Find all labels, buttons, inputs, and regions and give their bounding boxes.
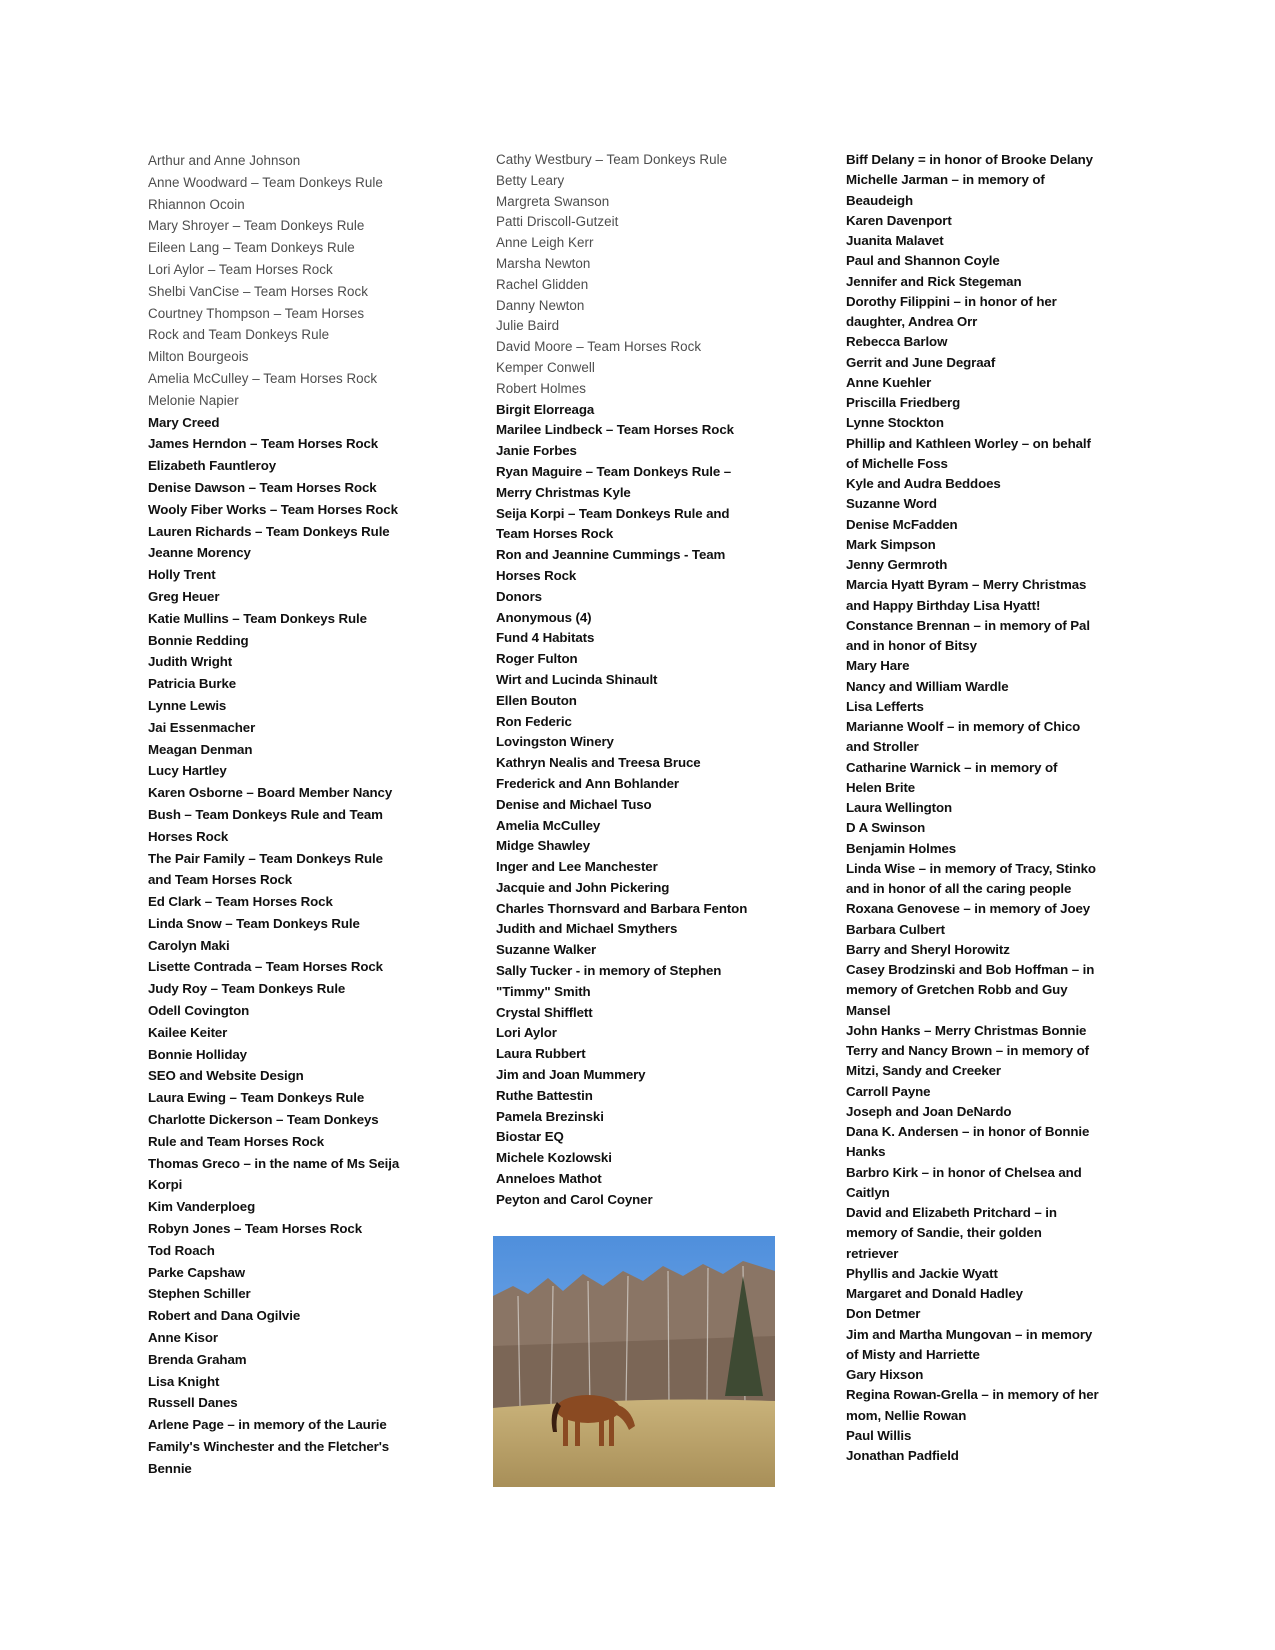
donor-entry: Laura Wellington xyxy=(846,800,953,815)
donor-entry: Anne Woodward – Team Donkeys Rule xyxy=(148,174,383,190)
donor-entry: Lovingston Winery xyxy=(496,734,614,750)
donor-entry: Ryan Maguire – Team Donkeys Rule – xyxy=(496,463,732,479)
donor-entry: Courtney Thompson – Team Horses xyxy=(148,305,365,321)
donor-entry: Anneloes Mathot xyxy=(496,1171,602,1187)
donor-entry: Judith Wright xyxy=(148,654,233,670)
donor-entry: Nancy and William Wardle xyxy=(846,678,1009,694)
donor-entry: Lynne Stockton xyxy=(846,415,944,431)
donor-entry: David and Elizabeth Pritchard – in xyxy=(846,1205,1057,1220)
donor-entry: SEO and Website Design xyxy=(148,1068,304,1084)
donor-entry: of Michelle Foss xyxy=(846,455,948,471)
donor-entry: Arthur and Anne Johnson xyxy=(148,153,301,168)
donor-entry: retriever xyxy=(846,1245,899,1261)
donor-entry: Casey Brodzinski and Bob Hoffman – in xyxy=(846,962,1095,977)
donor-entry: Amelia McCulley – Team Horses Rock xyxy=(148,370,378,386)
donor-entry: Denise McFadden xyxy=(846,516,958,532)
donor-entry: Seija Korpi – Team Donkeys Rule and xyxy=(496,505,730,521)
donor-entry: Birgit Elorreaga xyxy=(496,401,595,417)
donor-entry: Sally Tucker - in memory of Stephen xyxy=(496,963,722,979)
donor-entry: Kailee Keiter xyxy=(148,1024,228,1040)
donor-entry: Marilee Lindbeck – Team Horses Rock xyxy=(496,422,734,438)
donor-entry: Michelle Jarman – in memory of xyxy=(846,172,1045,188)
donor-entry: Regina Rowan-Grella – in memory of her xyxy=(846,1387,1099,1403)
donor-entry: Carroll Payne xyxy=(846,1083,931,1099)
donor-entry: and Team Horses Rock xyxy=(148,872,293,888)
donor-entry: Arlene Page – in memory of the Laurie xyxy=(148,1417,387,1433)
donor-column-3 xyxy=(846,150,1146,1466)
donor-entry: Judith and Michael Smythers xyxy=(496,921,678,937)
donor-entry: Jonathan Padfield xyxy=(846,1448,959,1463)
donor-entry: Jennifer and Rick Stegeman xyxy=(846,273,1022,289)
donor-entry: Karen Osborne – Board Member Nancy xyxy=(148,785,393,801)
donor-entry: Family's Winchester and the Fletcher's xyxy=(148,1439,390,1455)
donor-entry: Thomas Greco – in the name of Ms Seija xyxy=(148,1155,400,1171)
donor-entry: Margaret and Donald Hadley xyxy=(846,1286,1023,1301)
donor-entry: Priscilla Friedberg xyxy=(846,395,961,410)
donor-entry: Phillip and Kathleen Worley – on behalf xyxy=(846,435,1091,451)
donor-entry: Robyn Jones – Team Horses Rock xyxy=(148,1221,363,1237)
donor-entry: Wooly Fiber Works – Team Horses Rock xyxy=(148,501,398,517)
donor-entry: Terry and Nancy Brown – in memory of xyxy=(846,1043,1089,1058)
donor-entry: Stephen Schiller xyxy=(148,1286,251,1302)
donor-entry: Pamela Brezinski xyxy=(496,1108,604,1124)
donor-entry: Charlotte Dickerson – Team Donkeys xyxy=(148,1112,379,1128)
donor-entry: Michele Kozlowski xyxy=(496,1150,612,1166)
donor-entry: Bennie xyxy=(148,1460,192,1476)
donor-entry: Beaudeigh xyxy=(846,192,914,208)
donor-entry: Patricia Burke xyxy=(148,676,237,692)
donor-entry: The Pair Family – Team Donkeys Rule xyxy=(148,850,383,866)
donor-entry: Dana K. Andersen – in honor of Bonnie xyxy=(846,1124,1090,1139)
donor-entry: Horses Rock xyxy=(148,828,229,844)
donor-entry: Biostar EQ xyxy=(496,1129,564,1145)
donor-entry: Kim Vanderploeg xyxy=(148,1199,256,1215)
donor-entry: Ron and Jeannine Cummings - Team xyxy=(496,547,726,563)
donor-entry: Caitlyn xyxy=(846,1184,890,1200)
donor-entry: Mansel xyxy=(846,1002,891,1018)
donor-entry: Donors xyxy=(496,588,542,604)
donor-entry: Mitzi, Sandy and Creeker xyxy=(846,1063,1001,1079)
donor-entry: Anonymous (4) xyxy=(496,609,592,625)
donor-entry: Ruthe Battestin xyxy=(496,1087,593,1103)
donor-entry: Milton Bourgeois xyxy=(148,349,249,365)
donor-entry: Rachel Glidden xyxy=(496,276,589,292)
donor-entry: Katie Mullins – Team Donkeys Rule xyxy=(148,610,367,626)
donor-entry: Lisa Knight xyxy=(148,1373,220,1389)
donor-entry: Karen Davenport xyxy=(846,212,952,228)
donor-entry: Roger Fulton xyxy=(496,651,578,667)
donor-entry: Rhiannon Ocoin xyxy=(148,196,245,212)
donor-entry: Denise Dawson – Team Horses Rock xyxy=(148,479,377,495)
donor-entry: Constance Brennan – in memory of Pal xyxy=(846,617,1090,633)
horse-photo xyxy=(493,1236,775,1487)
donor-entry: Brenda Graham xyxy=(148,1351,247,1367)
donor-entry: Carolyn Maki xyxy=(148,937,230,953)
donor-entry: David Moore – Team Horses Rock xyxy=(496,339,702,355)
donor-entry: Bonnie Holliday xyxy=(148,1046,247,1062)
donor-entry: Mark Simpson xyxy=(846,536,936,552)
donor-entry: Ed Clark – Team Horses Rock xyxy=(148,894,333,910)
donor-entry: Robert Holmes xyxy=(496,380,586,396)
donor-entry: D A Swinson xyxy=(846,820,926,836)
donor-entry: Don Detmer xyxy=(846,1306,921,1322)
donor-entry: Team Horses Rock xyxy=(496,526,614,542)
donor-column-1 xyxy=(148,150,438,1480)
donor-entry: Robert and Dana Ogilvie xyxy=(148,1308,301,1324)
donor-entry: Julie Baird xyxy=(496,318,560,334)
donor-entry: Greg Heuer xyxy=(148,588,220,604)
donor-entry: Jim and Martha Mungovan – in memory xyxy=(846,1326,1093,1342)
donor-entry: Charles Thornsvard and Barbara Fenton xyxy=(496,900,748,916)
donor-entry: Kemper Conwell xyxy=(496,359,595,375)
donor-entry: Shelbi VanCise – Team Horses Rock xyxy=(148,283,368,299)
donor-entry: Suzanne Walker xyxy=(496,942,597,958)
donor-entry: Jenny Germroth xyxy=(846,557,948,572)
donor-entry: Frederick and Ann Bohlander xyxy=(496,775,679,791)
donor-entry: Rebecca Barlow xyxy=(846,334,948,350)
donor-entry: and Happy Birthday Lisa Hyatt! xyxy=(846,597,1041,613)
donor-entry: Margreta Swanson xyxy=(496,193,610,209)
donor-entry: Kathryn Nealis and Treesa Bruce xyxy=(496,755,701,771)
donor-entry: Rock and Team Donkeys Rule xyxy=(148,327,330,343)
donor-entry: Catharine Warnick – in memory of xyxy=(846,759,1058,775)
donor-entry: Mary Shroyer – Team Donkeys Rule xyxy=(148,218,365,234)
donor-entry: Laura Ewing – Team Donkeys Rule xyxy=(148,1090,365,1106)
donor-entry: Fund 4 Habitats xyxy=(496,630,595,646)
donor-entry: Anne Kuehler xyxy=(846,374,932,390)
donor-entry: Lisa Lefferts xyxy=(846,698,924,714)
donor-entry: Lucy Hartley xyxy=(148,763,227,779)
donor-entry: Juanita Malavet xyxy=(846,233,944,248)
donor-entry: Barbara Culbert xyxy=(846,921,945,937)
donor-entry: Roxana Genovese – in memory of Joey xyxy=(846,901,1091,917)
donor-entry: Marianne Woolf – in memory of Chico xyxy=(846,719,1081,734)
donor-entry: Rule and Team Horses Rock xyxy=(148,1133,325,1149)
donor-entry: Lynne Lewis xyxy=(148,697,227,713)
donor-entry: Amelia McCulley xyxy=(496,817,601,833)
donor-entry: Holly Trent xyxy=(148,567,216,583)
donor-entry: Lauren Richards – Team Donkeys Rule xyxy=(148,523,390,539)
donor-entry: Russell Danes xyxy=(148,1395,238,1411)
donor-entry: Dorothy Filippini – in honor of her xyxy=(846,293,1057,309)
donor-entry: Anne Kisor xyxy=(148,1330,218,1346)
donor-entry: Denise and Michael Tuso xyxy=(496,796,652,812)
donor-entry: Elizabeth Fauntleroy xyxy=(148,458,277,474)
donor-entry: Danny Newton xyxy=(496,297,585,313)
donor-entry: Hanks xyxy=(846,1144,886,1160)
donor-entry: Horses Rock xyxy=(496,567,577,583)
donor-entry: Bonnie Redding xyxy=(148,632,249,648)
donor-entry: Eileen Lang – Team Donkeys Rule xyxy=(148,240,355,256)
donor-entry: Odell Covington xyxy=(148,1003,250,1019)
donor-entry: and Stroller xyxy=(846,739,919,755)
donor-entry: mom, Nellie Rowan xyxy=(846,1407,967,1423)
donor-entry: Biff Delany = in honor of Brooke Delany xyxy=(846,152,1093,167)
donor-entry: Jacquie and John Pickering xyxy=(496,879,670,895)
donor-entry: Inger and Lee Manchester xyxy=(496,859,658,875)
donor-entry: Crystal Shifflett xyxy=(496,1004,593,1020)
donor-entry: Jai Essenmacher xyxy=(148,719,256,735)
donor-entry: Midge Shawley xyxy=(496,838,591,854)
donor-entry: Joseph and Joan DeNardo xyxy=(846,1103,1012,1119)
donor-entry: Phyllis and Jackie Wyatt xyxy=(846,1265,998,1281)
donor-entry: Benjamin Holmes xyxy=(846,840,957,856)
donor-entry: Paul and Shannon Coyle xyxy=(846,253,1000,269)
donor-entry: Tod Roach xyxy=(148,1242,215,1258)
donor-entry: Marcia Hyatt Byram – Merry Christmas xyxy=(846,577,1087,593)
donor-entry: and in honor of Bitsy xyxy=(846,638,977,653)
donor-entry: Betty Leary xyxy=(496,172,565,188)
donor-entry: Cathy Westbury – Team Donkeys Rule xyxy=(496,152,728,167)
donor-entry: Paul Willis xyxy=(846,1427,912,1443)
donor-entry: Jeanne Morency xyxy=(148,545,251,561)
donor-entry: Korpi xyxy=(148,1177,183,1193)
donor-entry: Peyton and Carol Coyner xyxy=(496,1191,653,1207)
donor-entry: Melonie Napier xyxy=(148,392,239,408)
donor-entry: of Misty and Harriette xyxy=(846,1346,980,1362)
donor-entry: Linda Wise – in memory of Tracy, Stinko xyxy=(846,860,1096,876)
donor-entry: Merry Christmas Kyle xyxy=(496,484,631,500)
donor-entry: Wirt and Lucinda Shinault xyxy=(496,671,658,687)
donor-entry: Ellen Bouton xyxy=(496,692,577,708)
donor-entry: Helen Brite xyxy=(846,779,916,795)
donor-entry: Lisette Contrada – Team Horses Rock xyxy=(148,959,383,975)
donor-entry: Ron Federic xyxy=(496,713,572,729)
donor-entry: Gerrit and June Degraaf xyxy=(846,354,996,370)
donor-entry: Gary Hixson xyxy=(846,1367,924,1382)
donor-entry: Janie Forbes xyxy=(496,443,577,459)
donor-entry: Suzanne Word xyxy=(846,496,937,512)
donor-column-2 xyxy=(496,150,786,1211)
donor-entry: Judy Roy – Team Donkeys Rule xyxy=(148,981,346,997)
donor-entry: Lori Aylor xyxy=(496,1025,557,1041)
donor-entry: John Hanks – Merry Christmas Bonnie xyxy=(846,1022,1087,1038)
donor-entry: memory of Gretchen Robb and Guy xyxy=(846,982,1068,998)
donor-entry: Jim and Joan Mummery xyxy=(496,1067,646,1083)
donor-entry: Marsha Newton xyxy=(496,255,591,271)
donor-entry: Anne Leigh Kerr xyxy=(496,235,594,251)
donor-entry: Kyle and Audra Beddoes xyxy=(846,476,1001,491)
pasture xyxy=(493,1400,775,1487)
donor-entry: Laura Rubbert xyxy=(496,1046,586,1062)
donor-entry: Parke Capshaw xyxy=(148,1264,245,1280)
donor-entry: "Timmy" Smith xyxy=(496,983,591,999)
donor-entry: Bush – Team Donkeys Rule and Team xyxy=(148,806,383,822)
donor-entry: Barry and Sheryl Horowitz xyxy=(846,941,1010,957)
donor-entry: Mary Hare xyxy=(846,658,910,674)
donor-entry: James Herndon – Team Horses Rock xyxy=(148,436,379,452)
donor-entry: Meagan Denman xyxy=(148,741,253,757)
donor-entry: Patti Driscoll-Gutzeit xyxy=(496,214,619,230)
donor-entry: Linda Snow – Team Donkeys Rule xyxy=(148,915,360,931)
donor-entry: daughter, Andrea Orr xyxy=(846,314,978,329)
donor-entry: Mary Creed xyxy=(148,414,220,430)
donor-entry: Barbro Kirk – in honor of Chelsea and xyxy=(846,1164,1082,1180)
donor-entry: Lori Aylor – Team Horses Rock xyxy=(148,261,333,277)
donor-entry: memory of Sandie, their golden xyxy=(846,1225,1042,1241)
donor-entry: and in honor of all the caring people xyxy=(846,881,1072,896)
